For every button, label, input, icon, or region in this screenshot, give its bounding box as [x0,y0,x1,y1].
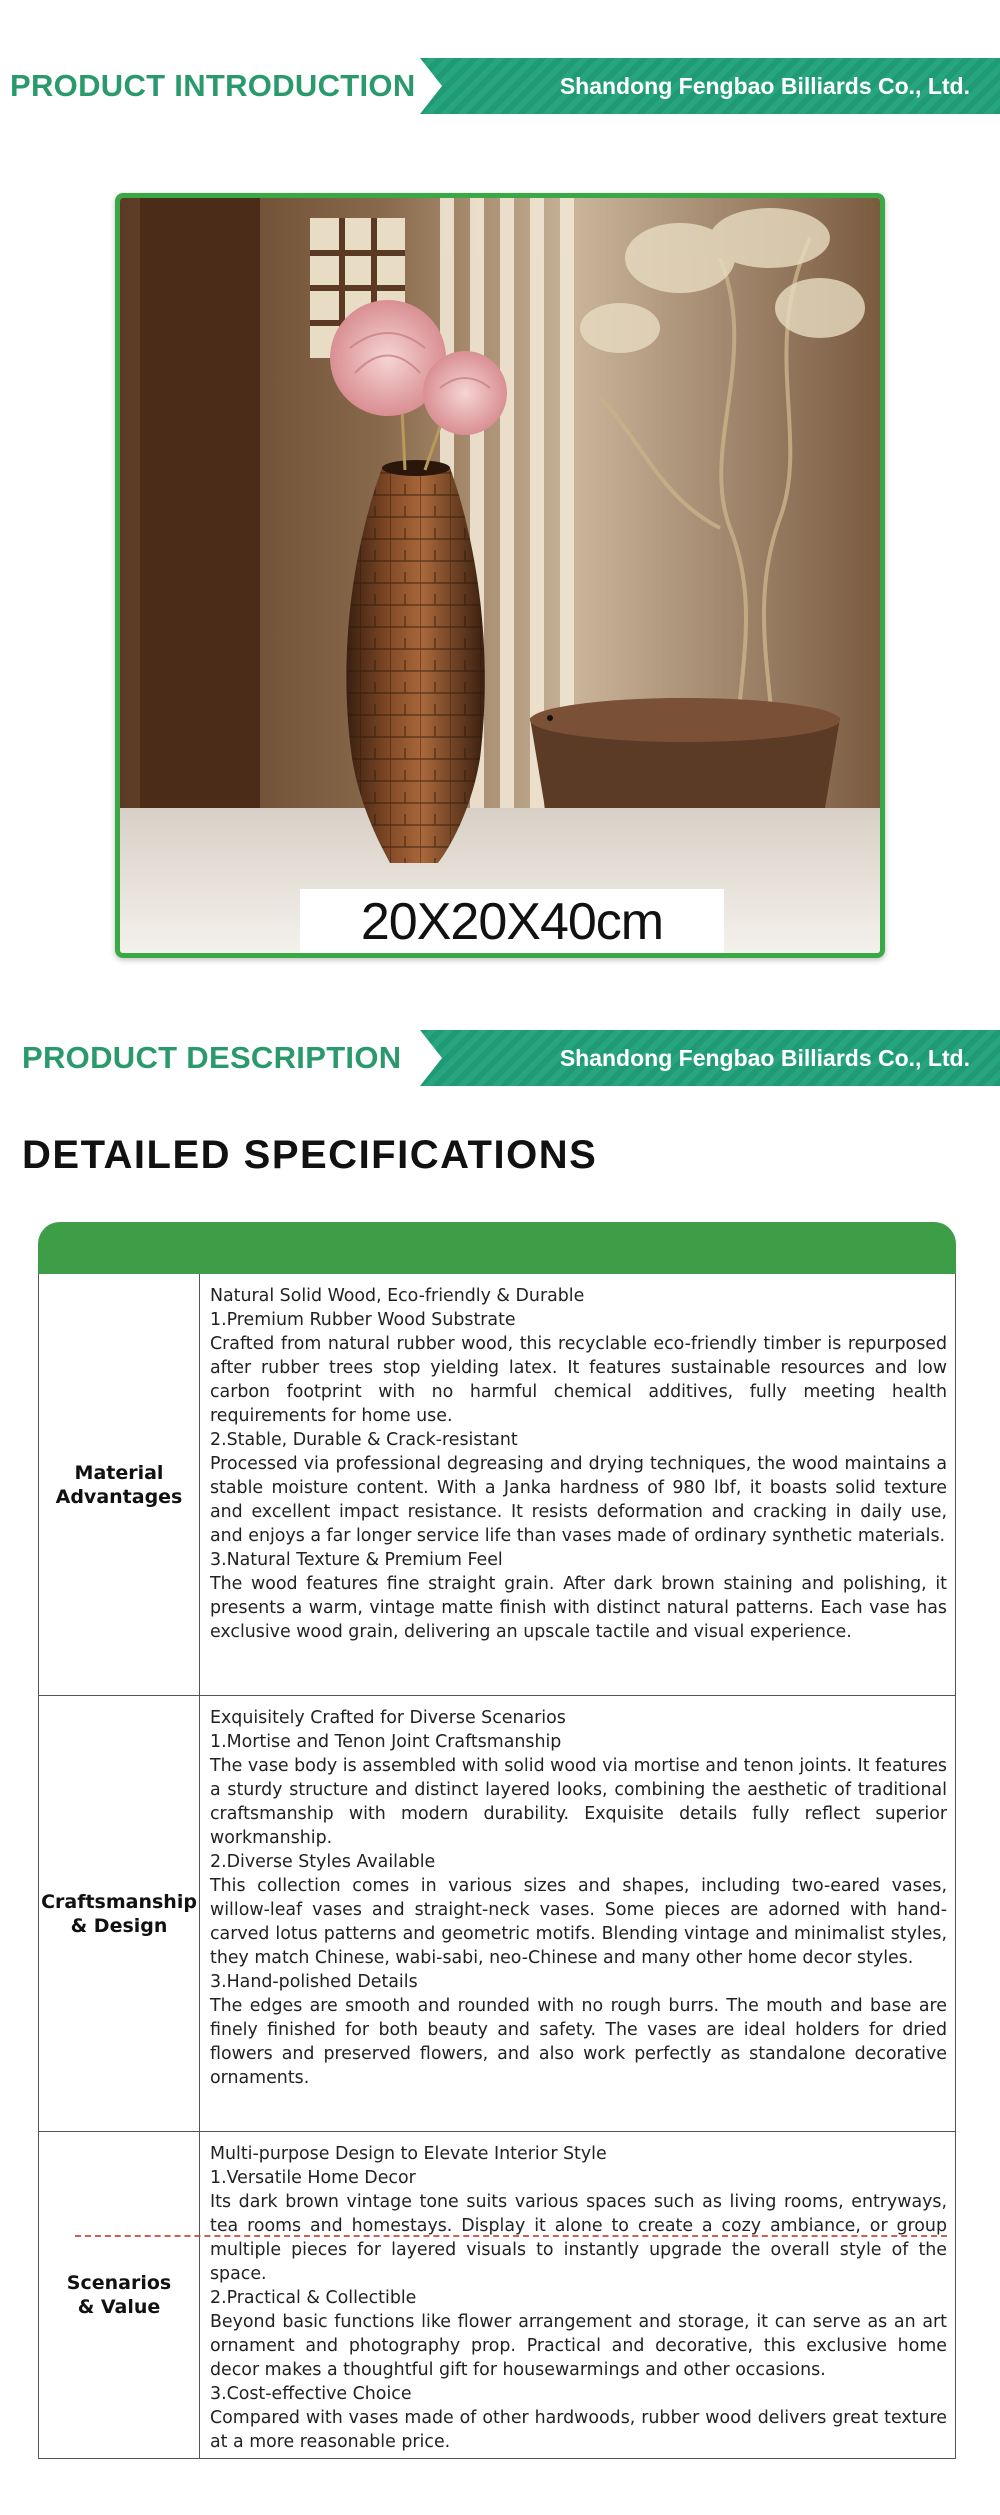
spec-row-scenarios [38,2132,956,2459]
specs-title: DETAILED SPECIFICATIONS [22,1133,598,1177]
vase-scene-illustration [120,198,880,953]
spec-line: Its dark brown vintage tone suits various spaces such as living rooms, entryways, tea rooms and homestays. Display it alone to create a cozy ambiance, or group multiple pieces for layered visuals to instantly upgrade the overall style of the space. [210,2192,947,2284]
spec-line: Multi-purpose Design to Elevate Interior Style [210,2144,607,2164]
spec-line: 1.Versatile Home Decor [210,2168,416,2188]
spec-row-craftsmanship [38,1696,956,2132]
spec-line: 2.Diverse Styles Available [210,1852,436,1872]
spec-line: 1.Mortise and Tenon Joint Craftsmanship [210,1732,562,1752]
intro-banner-notch [420,58,442,114]
description-banner-title: PRODUCT DESCRIPTION [22,1040,402,1075]
spec-line: 3.Hand-polished Details [210,1972,418,1992]
product-photo [115,193,885,958]
intro-banner [0,58,1000,114]
spec-line: 2.Practical & Collectible [210,2288,417,2308]
spec-line: Exquisitely Crafted for Diverse Scenarios [210,1708,566,1728]
spec-body [200,1696,955,2131]
specs-table [38,1222,956,2459]
spec-line: The vase body is assembled with solid wood via mortise and tenon joints. It features a sturdy structure and distinct layered looks, combining the aesthetic of traditional craftsmanship with modern durability. Exquisite details fully reflect superior workmanship. [210,1756,947,1848]
spec-body [200,1274,955,1695]
spec-line: Beyond basic functions like flower arrangement and storage, it can serve as an art ornament and photography prop. Practical and decorative, this exclusive home decor makes a thoughtful gift for housewarmings and other occasions. [210,2312,947,2380]
spec-line: The wood features fine straight grain. After dark brown staining and polishing, it presents a warm, vintage matte finish with distinct natural patterns. Each vase has exclusive wood grain, delivering an upscale tactile and visual experience. [210,1574,947,1642]
spec-category: Material Advantages [39,1274,200,1695]
description-banner-company: Shandong Fengbao Billiards Co., Ltd. [559,1045,970,1071]
specs-table-header [38,1222,956,1274]
spec-line: Natural Solid Wood, Eco-friendly & Durable [210,1286,585,1306]
spec-line: 3.Cost-effective Choice [210,2384,412,2404]
spec-category: Scenarios & Value [39,2132,200,2458]
spec-line: Processed via professional degreasing and drying techniques, the wood maintains a stable moisture content. With a Janka hardness of 980 lbf, it boasts solid texture and excellent impact resistance. It resists deformation and cracking in daily use, and enjoys a far longer service life than vases made of ordinary synthetic materials. [210,1454,947,1546]
intro-banner-company: Shandong Fengbao Billiards Co., Ltd. [559,73,970,99]
description-banner [0,1030,1000,1086]
dashed-divider [75,2235,947,2237]
spec-line: The edges are smooth and rounded with no rough burrs. The mouth and base are finely finished for both beauty and safety. The vases are ideal holders for dried flowers and preserved flowers, and also work perfectly as standalone decorative ornaments. [210,1996,947,2088]
intro-banner-title: PRODUCT INTRODUCTION [10,68,416,103]
spec-line: 2.Stable, Durable & Crack-resistant [210,1430,518,1450]
description-banner-notch [420,1030,442,1086]
spec-category: Craftsmanship & Design [39,1696,200,2131]
spec-line: 3.Natural Texture & Premium Feel [210,1550,503,1570]
spec-line: This collection comes in various sizes and shapes, including two-eared vases, willow-leaf vases and straight-neck vases. Some pieces are adorned with hand-carved lotus patterns and geometric motifs. Blending vintage and minimalist styles, they match Chinese, wabi-sabi, neo-Chinese and many other home decor styles. [210,1876,947,1968]
spec-body [200,2132,955,2458]
spec-row-material [38,1274,956,1696]
spec-line: Crafted from natural rubber wood, this recyclable eco-friendly timber is repurposed after rubber trees stop yielding latex. It features sustainable resources and low carbon footprint with no harmful chemical additives, fully meeting health requirements for home use. [210,1334,947,1426]
size-label: 20X20X40cm [300,889,724,953]
spec-line: Compared with vases made of other hardwoods, rubber wood delivers great texture at a more reasonable price. [210,2408,947,2452]
spec-line: 1.Premium Rubber Wood Substrate [210,1310,516,1330]
